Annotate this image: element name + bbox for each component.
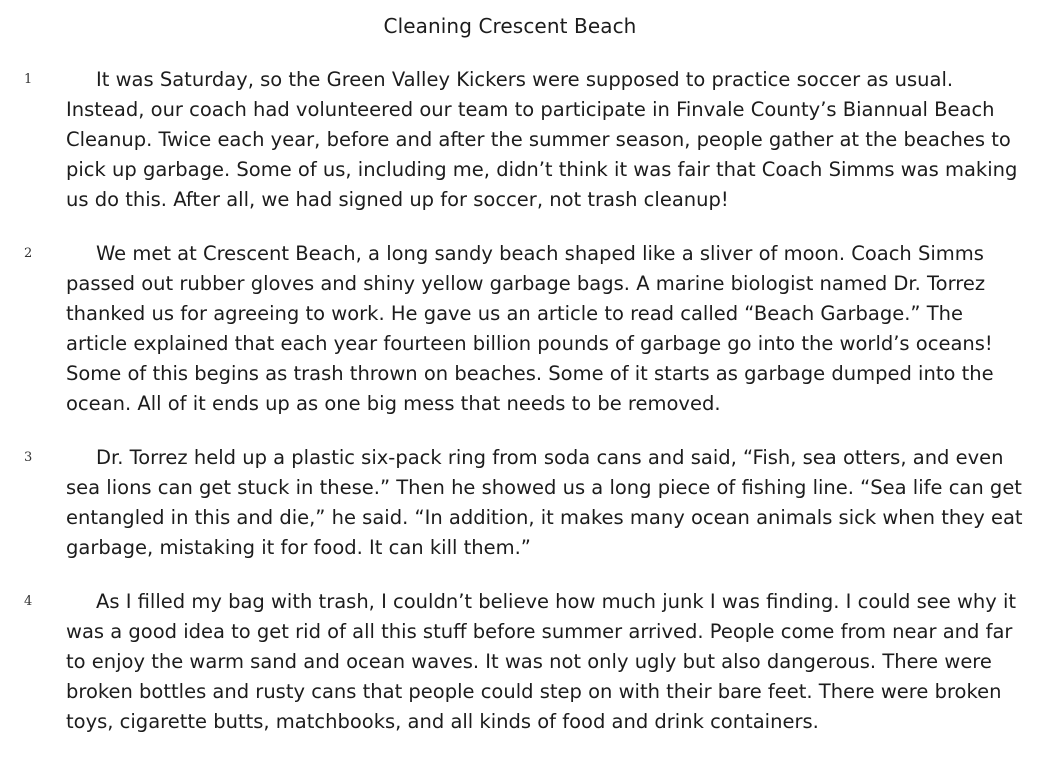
paragraph-number: 3 xyxy=(24,450,33,465)
document-title: Cleaning Crescent Beach xyxy=(383,14,637,38)
paragraph-text: We met at Crescent Beach, a long sandy beach shaped like a sliver of moon. Coach Simms passed out rubber gloves and shiny yellow garbage bags. A marine biologist named Dr. Torrez thanked us for agreeing to work. He gave us an article to read called “Beach Garbage.” The article explained that each year fourteen billion pounds of garbage go into the world’s oceans! Some of this begins as trash thrown on beaches. Some of it starts as garbage dumped into the ocean. All of it ends up as one big mess that needs to be removed. xyxy=(66,242,994,415)
paragraph-number: 1 xyxy=(24,72,33,87)
paragraph-number: 4 xyxy=(24,594,33,609)
paragraph-text: As I filled my bag with trash, I couldn’t believe how much junk I was finding. I could see why it was a good idea to get rid of all this stuff before summer arrived. People come from near and far to enjoy the warm sand and ocean waves. It was not only ugly but also dangerous. There were broken bottles and rusty cans that people could step on with their bare feet. There were broken toys, cigarette butts, matchbooks, and all kinds of food and drink containers. xyxy=(66,590,1017,733)
paragraph-text: It was Saturday, so the Green Valley Kickers were supposed to practice soccer as usual. Instead, our coach had volunteered our team to participate in Finvale County’s Biannual Beach Cleanup. Twice each year, before and after the summer season, people gather at the beaches to pick up garbage. Some of us, including me, didn’t think it was fair that Coach Simms was making us do this. After all, we had signed up for soccer, not trash cleanup! xyxy=(66,68,1018,211)
paragraph-number: 2 xyxy=(24,246,33,261)
paragraph-text: Dr. Torrez held up a plastic six-pack ring from soda cans and said, “Fish, sea otters, and even sea lions can get stuck in these.” Then he showed us a long piece of fishing line. “Sea life can get entangled in this and die,” he said. “In addition, it makes many ocean animals sick when they eat garbage, mistaking it for food. It can kill them.” xyxy=(66,446,1023,559)
